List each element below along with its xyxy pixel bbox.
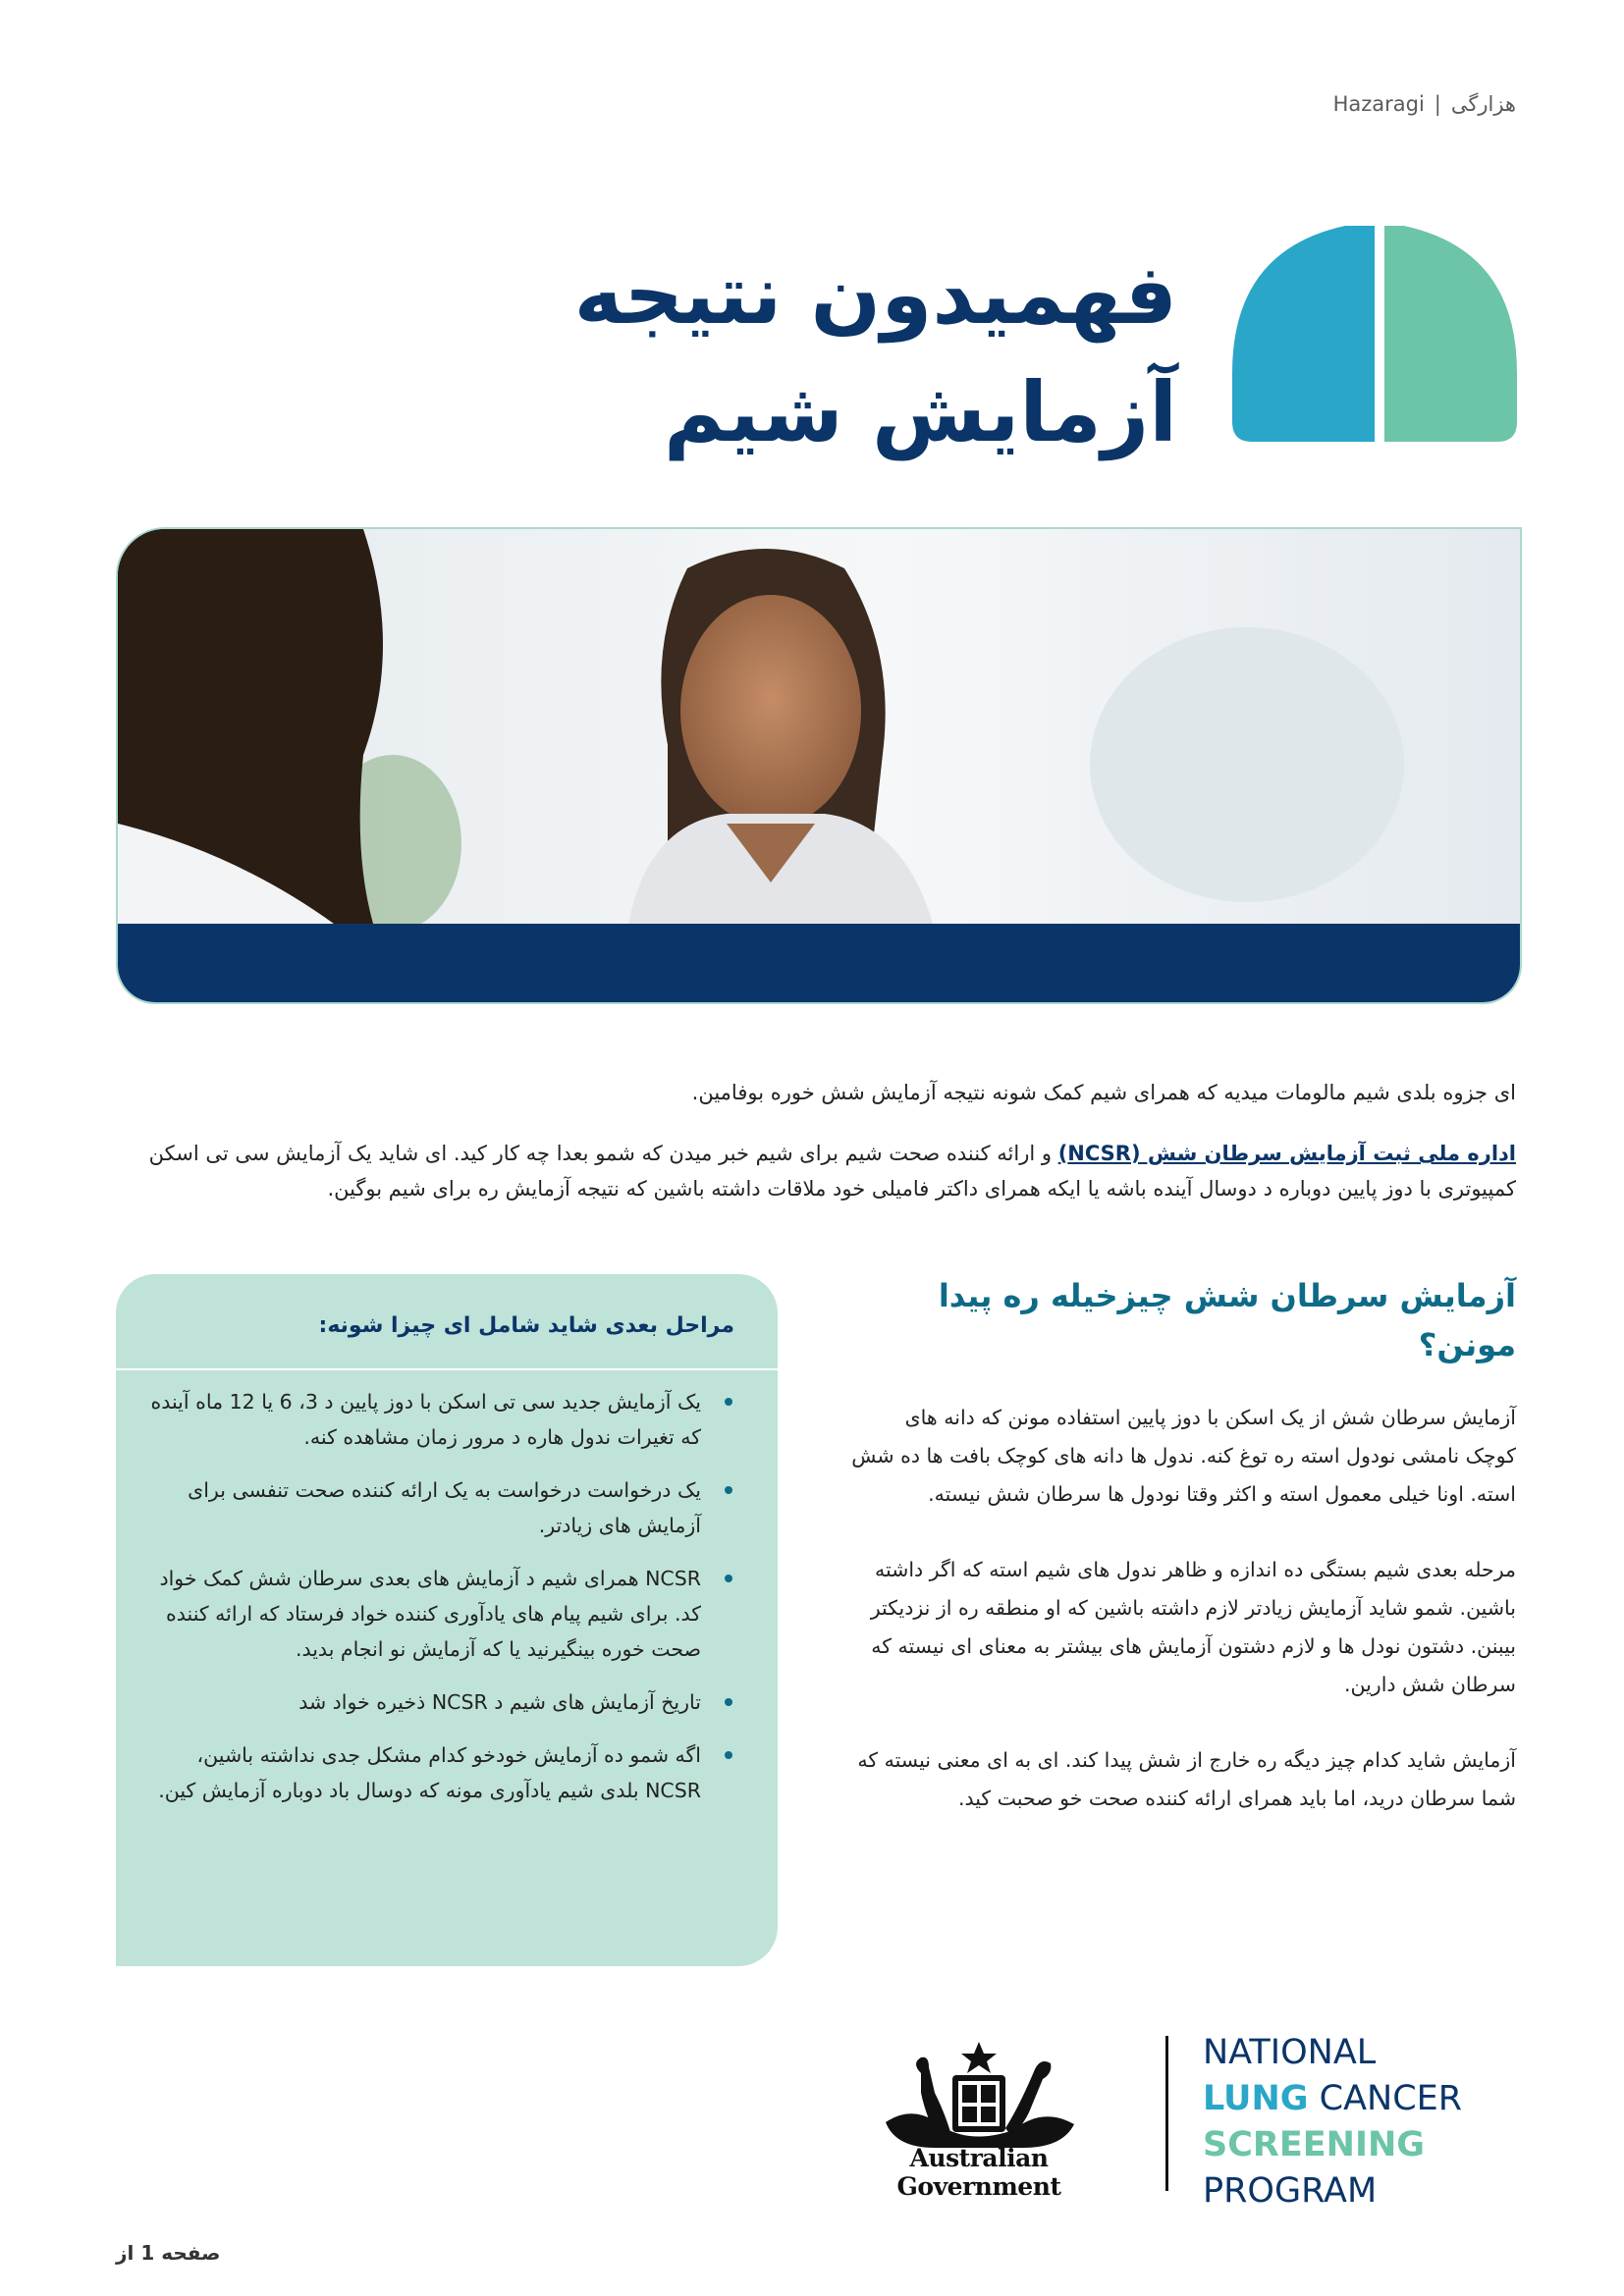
hero-band xyxy=(118,924,1520,1002)
intro-text xyxy=(112,1075,1516,1232)
section-paragraph: آزمایش شاید کدام چیز دیگه ره خارج از شش پیدا کند. ای به ای معنی نیسته که شما سرطان درید، اما باید همرای ارائه کننده صحت خو صحبت کید. xyxy=(857,1748,1516,1810)
program-line-4: PROGRAM xyxy=(1203,2171,1378,2211)
program-lung: LUNG xyxy=(1203,2079,1309,2118)
list-item: تاریخ آزمایش های شیم د NCSR ذخیره خواد شد xyxy=(149,1684,738,1720)
next-steps-heading: مراحل بعدی شاید شامل ای چیزا شونه: xyxy=(318,1313,734,1338)
box-divider xyxy=(116,1368,778,1370)
list-item: یک آزمایش جدید سی تی اسکن با دوز پایین د 3، 6 یا 12 ماه آینده که تغیرات ندول هاره د مرور زمان مشاهده کنه. xyxy=(149,1384,738,1455)
right-lung-icon xyxy=(1384,226,1517,442)
program-logo xyxy=(1203,2030,1517,2215)
section-paragraph: آزمایش سرطان شش از یک اسکن با دوز پایین استفاده مونن که دانه های کوچک نامشی نودول استه ره توغ کنه. ندول ها دانه های کوچک بافت ها ده شش استه. اونا خیلی معمول استه و اکثر وقتا نودول ها سرطان شش نیسته. xyxy=(851,1406,1516,1506)
list-item: NCSR همرای شیم د آزمایش های بعدی سرطان شش کمک خواد کد. برای شیم پیام های یادآوری کننده خواد فرستاد که ارائه کننده صحت خوره بینگیرنید یا که آزمایش نو انجام بدید. xyxy=(149,1561,738,1667)
page-title xyxy=(490,236,1177,471)
intro-paragraph-2-text: و ارائه کننده صحت شیم برای شیم خبر میدن که شمو بعدا چه کار کید. ای شاید یک آزمایش سی تی اسکن کمپیوتری با دوز پایین دوباره د دوسال آینده باشه یا ایکه همرای داکتر فامیلی خود ملاقات داشته باشین که نتیجه آزمایش ره برای شیم بوگین. xyxy=(148,1142,1516,1201)
hero-image xyxy=(116,527,1522,1004)
next-steps-list xyxy=(149,1384,738,1826)
program-cancer: CANCER xyxy=(1319,2079,1463,2118)
main-section xyxy=(848,1271,1516,1855)
left-lung-icon xyxy=(1232,226,1375,442)
language-native: هزارگی xyxy=(1450,92,1516,116)
language-english: Hazaragi xyxy=(1332,92,1425,116)
list-item: اگه شمو ده آزمایش خودخو کدام مشکل جدی نداشته باشین، NCSR بلدی شیم یادآوری مونه که دوسال باد دوباره آزمایش کین. xyxy=(149,1737,738,1808)
title-line-2: آزمایش شیم xyxy=(664,364,1177,460)
coat-of-arms-icon xyxy=(827,2034,1131,2162)
footer-divider xyxy=(1165,2036,1168,2191)
language-separator: | xyxy=(1434,92,1441,116)
section-paragraph: مرحله بعدی شیم بستگی ده اندازه و ظاهر ندول های شیم استه که اگر داشته باشین. شمو شاید آزمایش زیادتر لازم داشته باشین که او منطقه ره از نزدیکتر بیبنن. دشتون نودل ها و لازم دشتون آزمایش های بیشتر به معنای ای نیسته که سرطان شش دارین. xyxy=(870,1558,1516,1696)
ncsr-link[interactable]: اداره ملی ثبت آزمایش سرطان شش (NCSR) xyxy=(1057,1142,1516,1165)
program-line-1: NATIONAL xyxy=(1203,2033,1377,2072)
consultation-photo xyxy=(118,529,1520,924)
title-line-1: فهمیدون نتیجه xyxy=(573,246,1177,343)
next-steps-box xyxy=(116,1274,778,1966)
intro-paragraph-2 xyxy=(112,1136,1516,1206)
australian-government-logo xyxy=(827,2034,1131,2201)
gov-name: Australian Government xyxy=(896,2144,1061,2201)
list-item: یک درخواست درخواست به یک ارائه کننده صحت تنفسی برای آزمایش های زیادتر. xyxy=(149,1472,738,1543)
intro-paragraph-1: ای جزوه بلدی شیم مالومات میدیه که همرای شیم کمک شونه نتیجه آزمایش شش خوره بوفامین. xyxy=(691,1081,1516,1104)
section-heading: آزمایش سرطان شش چیزخیله ره پیدا مونن؟ xyxy=(938,1277,1516,1363)
lungs-logo-icon xyxy=(1232,226,1517,442)
program-screening: SCREENING xyxy=(1203,2125,1425,2164)
page-number: صفحه 1 از xyxy=(116,2241,221,2265)
language-label xyxy=(1333,92,1516,116)
